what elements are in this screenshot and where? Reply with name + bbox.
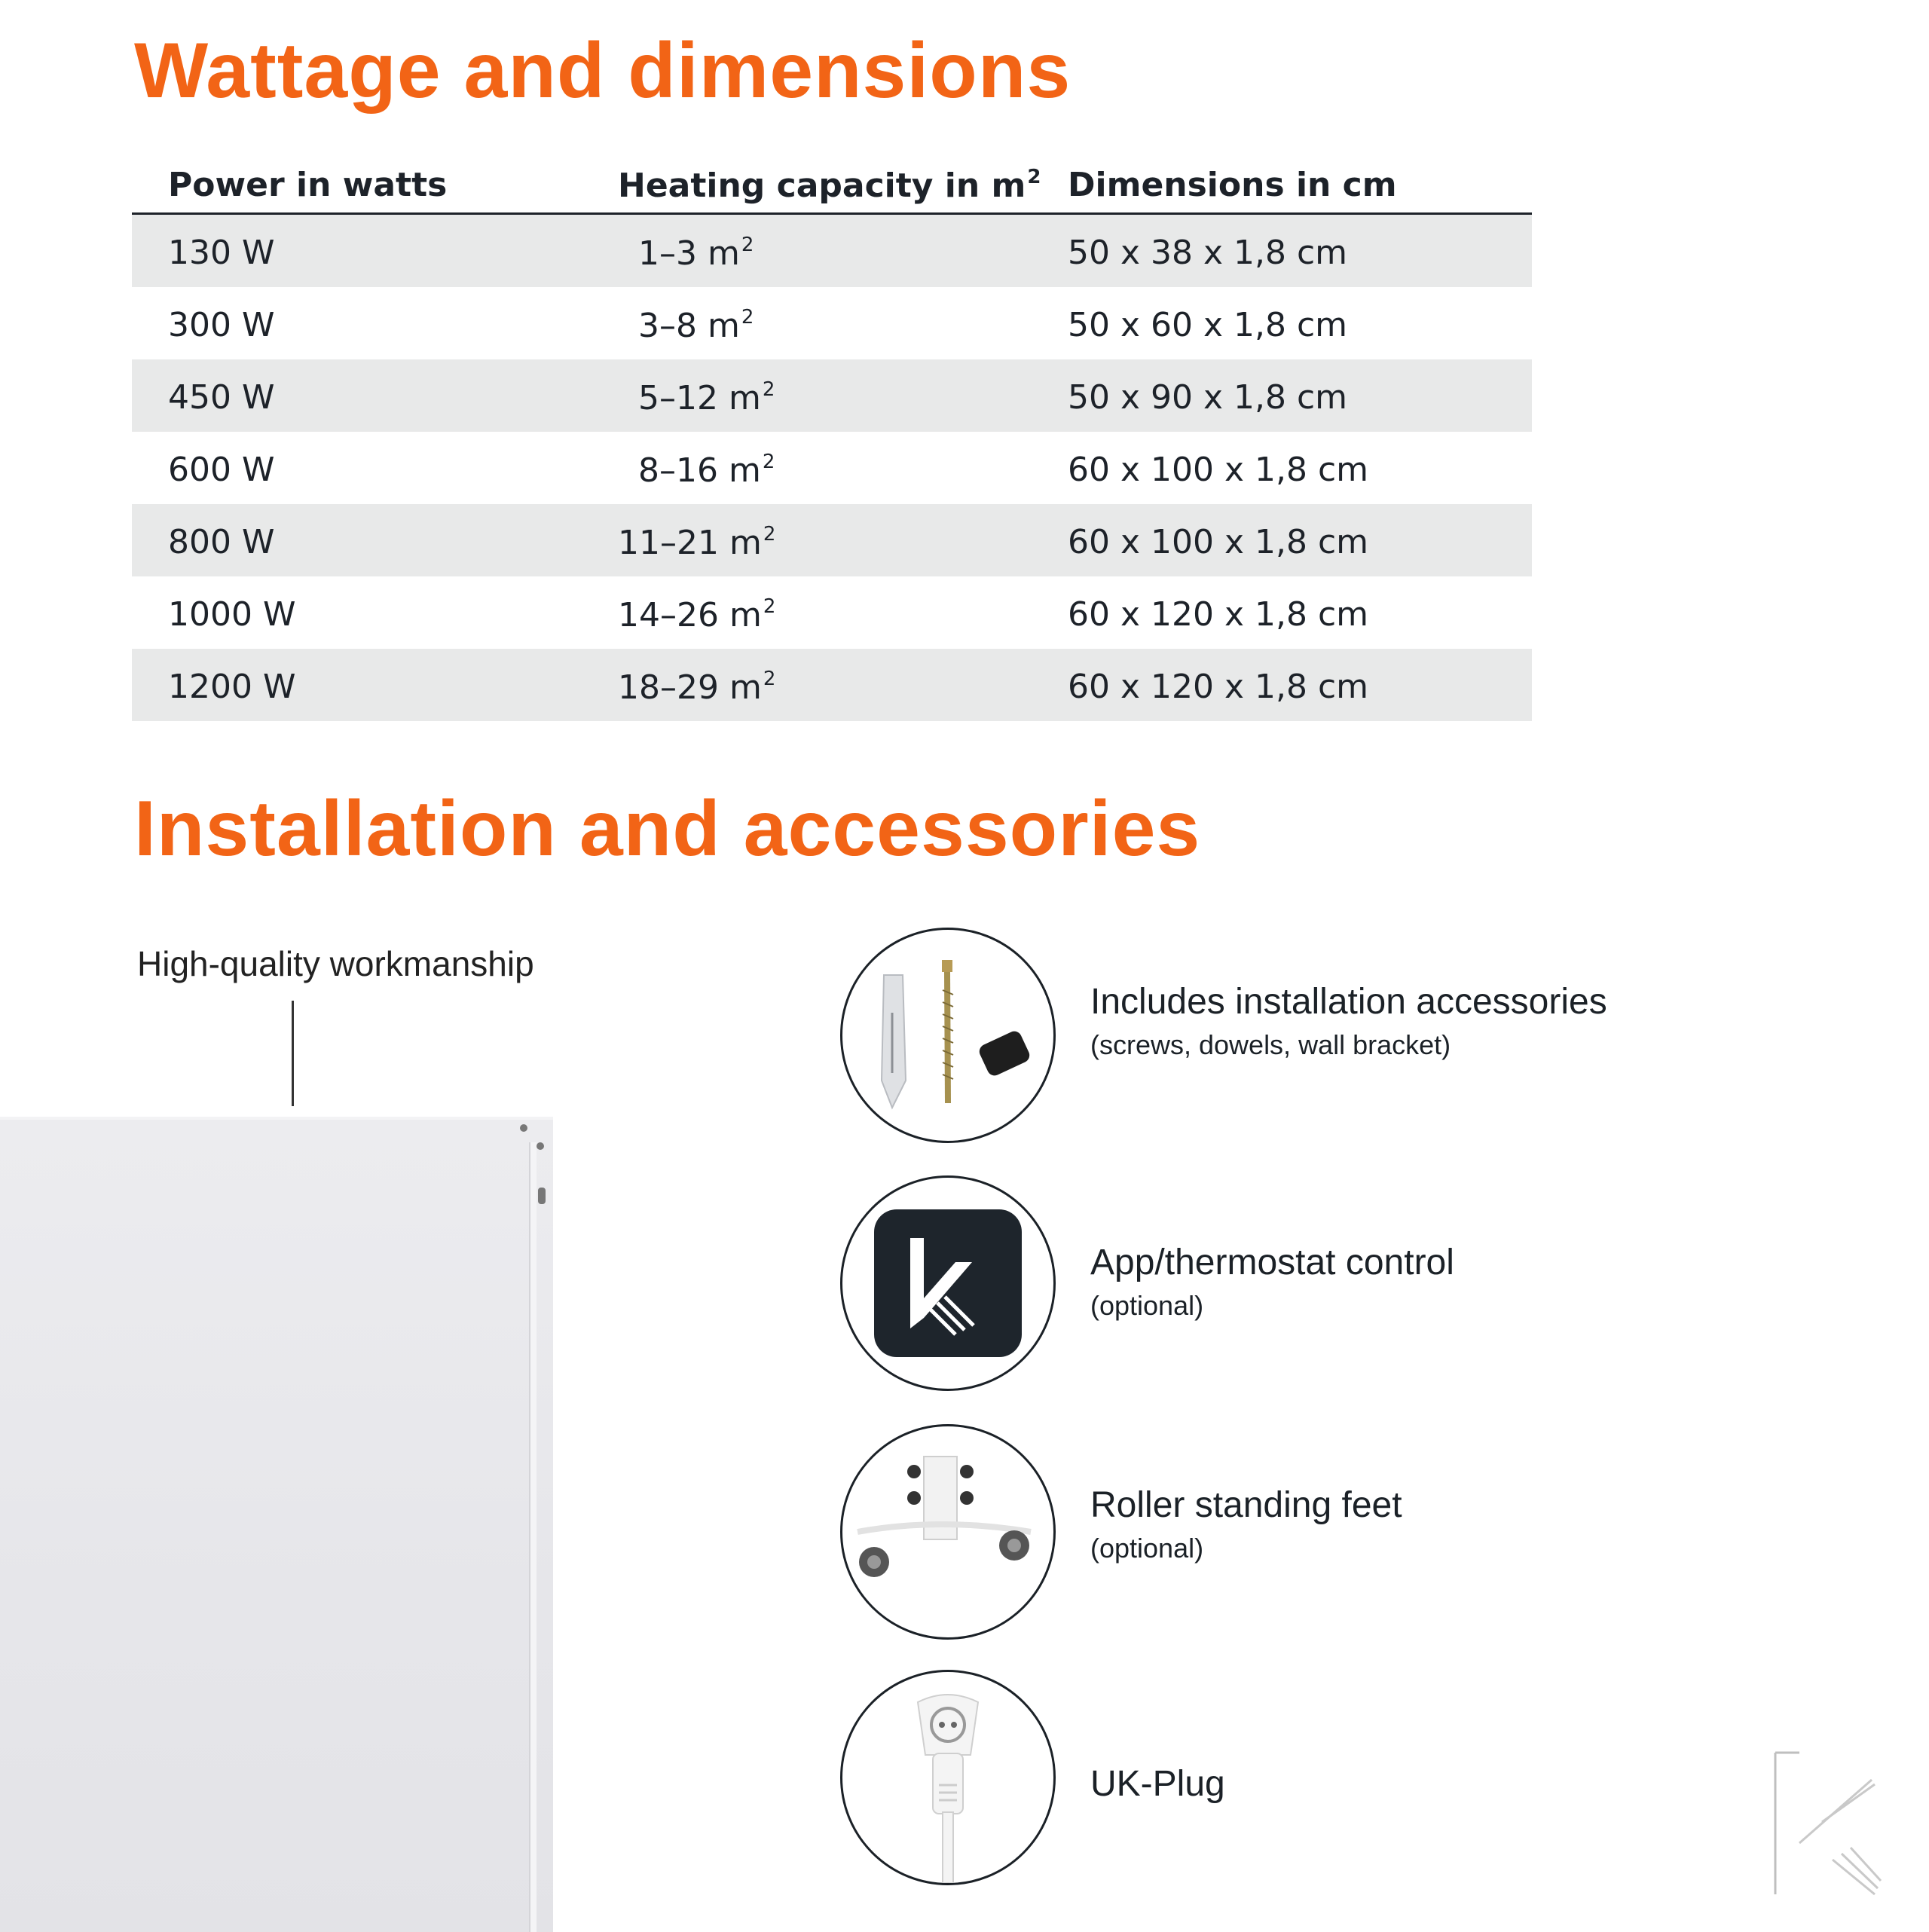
wattage-table	[132, 151, 1532, 721]
cell-dimensions: 60 x 120 x 1,8 cm	[1068, 595, 1369, 634]
cell-power: 1200 W	[168, 668, 296, 706]
wattage-title: Wattage and dimensions	[134, 27, 1071, 115]
cell-dimensions: 50 x 60 x 1,8 cm	[1068, 306, 1348, 344]
accessory-subtitle: (optional)	[1090, 1290, 1204, 1321]
cell-heating: 14–26 $m^2$	[618, 595, 776, 634]
header-power: Power in watts	[168, 166, 448, 204]
header-dimensions: Dimensions in cm	[1068, 166, 1397, 204]
table-row	[132, 432, 1532, 504]
app-logo-icon	[840, 1175, 1056, 1391]
cell-heating: 18–29 $m^2$	[618, 668, 776, 707]
cell-power: 800 W	[168, 523, 275, 561]
cell-power: 300 W	[168, 306, 275, 344]
cell-dimensions: 50 x 38 x 1,8 cm	[1068, 234, 1348, 272]
screws-dowels-icon	[840, 928, 1056, 1143]
cell-heating: 3–8 $m^2$	[638, 306, 754, 345]
panel-screw	[520, 1124, 527, 1132]
table-row	[132, 504, 1532, 576]
cell-dimensions: 60 x 100 x 1,8 cm	[1068, 451, 1369, 489]
cell-dimensions: 60 x 120 x 1,8 cm	[1068, 668, 1369, 706]
table-row	[132, 287, 1532, 359]
accessory-title: UK-Plug	[1090, 1764, 1225, 1804]
accessory-subtitle: (optional)	[1090, 1533, 1204, 1564]
panel-hook	[538, 1188, 546, 1204]
cell-heating: 11–21 $m^2$	[618, 523, 776, 562]
cell-heating: 5–12 $m^2$	[638, 378, 775, 417]
table-row	[132, 649, 1532, 721]
callout-line	[292, 1001, 294, 1106]
accessory-title: App/thermostat control	[1090, 1243, 1454, 1282]
accessory-title: Roller standing feet	[1090, 1485, 1402, 1525]
workmanship-label: High-quality workmanship	[137, 944, 534, 983]
cell-heating: 1–3 $m^2$	[638, 234, 754, 273]
cell-power: 600 W	[168, 451, 275, 489]
header-heating: Heating capacity in $m^2$	[618, 166, 1041, 205]
roller-feet-icon	[840, 1424, 1056, 1640]
table-header	[132, 151, 1532, 215]
plug-icon	[840, 1670, 1056, 1885]
accessory-subtitle: (screws, dowels, wall bracket)	[1090, 1029, 1451, 1060]
panel-edge	[529, 1142, 537, 1932]
install-title: Installation and accessories	[134, 785, 1201, 873]
cell-dimensions: 60 x 100 x 1,8 cm	[1068, 523, 1369, 561]
table-row	[132, 215, 1532, 287]
table-row	[132, 576, 1532, 649]
brand-watermark-icon	[1769, 1747, 1882, 1897]
heater-panel-image	[0, 1117, 553, 1932]
cell-power: 130 W	[168, 234, 275, 272]
table-row	[132, 359, 1532, 432]
cell-power: 1000 W	[168, 595, 296, 634]
cell-heating: 8–16 $m^2$	[638, 451, 775, 490]
accessory-title: Includes installation accessories	[1090, 982, 1607, 1022]
cell-power: 450 W	[168, 378, 275, 417]
panel-screw	[537, 1142, 544, 1150]
cell-dimensions: 50 x 90 x 1,8 cm	[1068, 378, 1348, 417]
